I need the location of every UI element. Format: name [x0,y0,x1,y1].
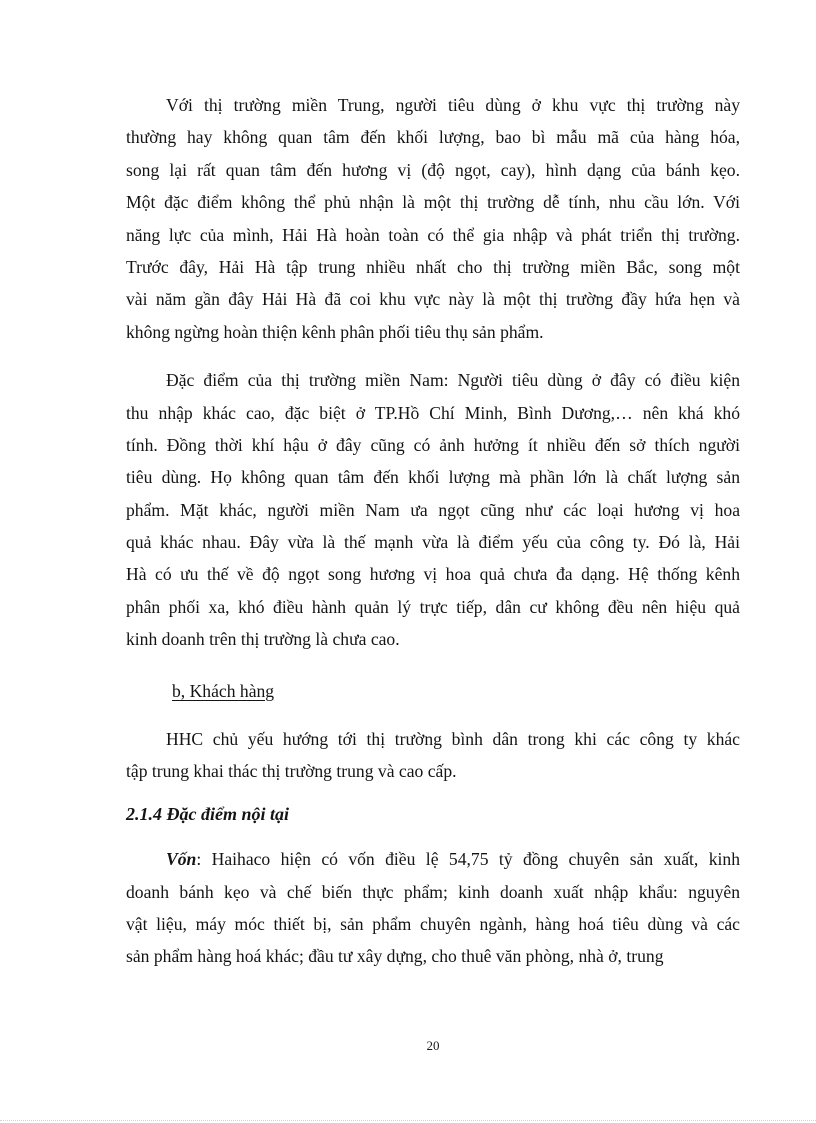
text-line: kinh doanh trên thị trường là chưa cao. [126,629,400,650]
text-line: Trước đây, Hải Hà tập trung nhiều nhất cho thị trường miền Bắc, song một [126,256,740,277]
heading-dac-diem-noi-tai: 2.1.4 Đặc điểm nội tại [126,803,289,824]
text-line: Hà có ưu thế về độ ngọt song hương vị hoa quả chưa đa dạng. Hệ thống kênh [126,564,740,585]
page-bottom-dotted-line [0,1120,816,1121]
text-line: tiêu dùng. Họ không quan tâm đến khối lượng mà phần lớn là chất lượng sản [126,467,740,488]
text-column [126,89,740,973]
text-line: Với thị trường miền Trung, người tiêu dùng ở khu vực thị trường này [166,95,740,115]
von-lead-label: Vốn [166,849,197,870]
text-line: vài năm gần đây Hải Hà đã coi khu vực này là một thị trường đầy hứa hẹn và [126,289,740,310]
text-line: quả khác nhau. Đây vừa là thế mạnh vừa là điểm yếu của công ty. Đó là, Hải [126,532,740,553]
text-line: vật liệu, máy móc thiết bị, sản phẩm chuyên ngành, hàng hoá tiêu dùng và các [126,913,740,934]
text-line: phân phối xa, khó điều hành quản lý trực tiếp, dân cư không đều nên hiệu quả [126,596,740,617]
text-line: năng lực của mình, Hải Hà hoàn toàn có thể gia nhập và phát triển thị trường. [126,224,740,245]
text-line: phẩm. Mặt khác, người miền Nam ưa ngọt cũng như các loại hương vị hoa [126,499,740,520]
heading-khach-hang-label: b, Khách hàng [172,680,275,701]
text-line: doanh bánh kẹo và chế biến thực phẩm; kinh doanh xuất nhập khẩu: nguyên [126,881,740,902]
von-line1-text: : Haihaco hiện có vốn điều lệ 54,75 tỷ đồng chuyên sản xuất, kinh [196,849,740,870]
text-line: tính. Đồng thời khí hậu ở đây cũng có ảnh hưởng ít nhiều đến sở thích người [126,434,740,455]
text-line [126,843,740,875]
paragraph-mien-nam [126,364,740,656]
page-number: 20 [426,1038,440,1053]
paragraph-mien-trung [126,89,740,348]
paragraph-khach-hang [126,723,740,788]
text-line: thu nhập khác cao, đặc biệt ở TP.Hồ Chí Minh, Bình Dương,… nên khá khó [126,402,740,423]
text-line: HHC chủ yếu hướng tới thị trường bình dân trong khi các công ty khác [166,729,740,750]
text-line: không ngừng hoàn thiện kênh phân phối tiêu thụ sản phẩm. [126,321,544,342]
paragraph-von [126,843,740,973]
text-line: thường hay không quan tâm đến khối lượng, bao bì mẫu mã của hàng hóa, [126,127,740,148]
heading-khach-hang [172,675,740,707]
text-line: Đặc điểm của thị trường miền Nam: Người tiêu dùng ở đây có điều kiện [166,370,740,391]
text-line: Một đặc điểm không thể phủ nhận là một thị trường dễ tính, nhu cầu lớn. Với [126,192,740,213]
text-line: sản phẩm hàng hoá khác; đầu tư xây dựng, cho thuê văn phòng, nhà ở, trung [126,946,664,967]
text-line: song lại rất quan tâm đến hương vị (độ ngọt, cay), hình dạng của bánh kẹo. [126,159,740,180]
text-line: tập trung khai thác thị trường trung và cao cấp. [126,761,457,782]
